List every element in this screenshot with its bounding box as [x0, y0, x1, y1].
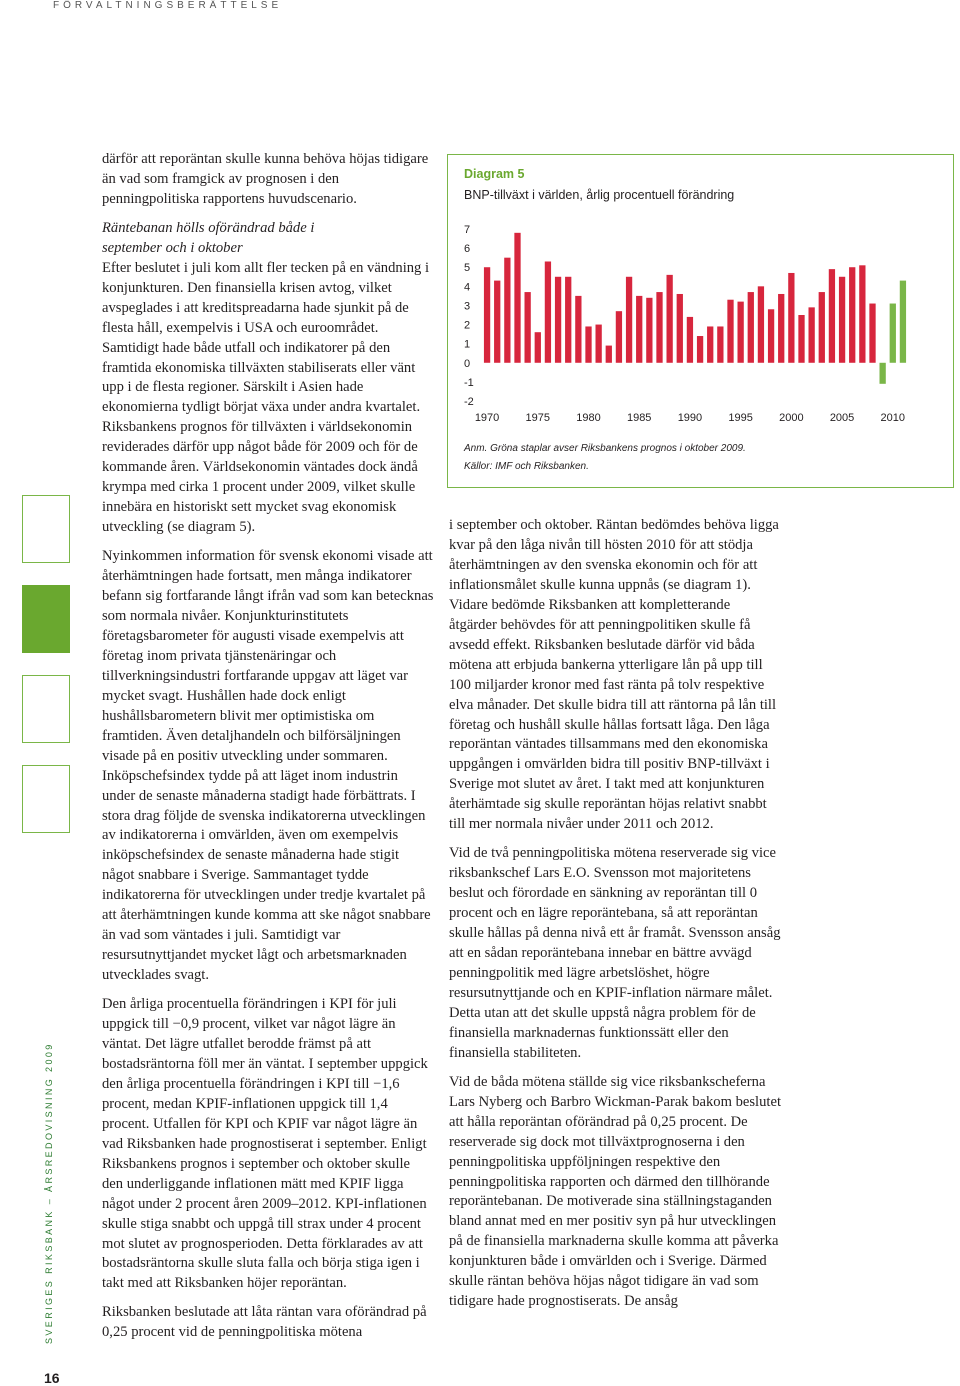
x-tick-label: 1970	[474, 412, 500, 424]
gdp-bar	[778, 294, 784, 363]
y-tick-label: -2	[464, 396, 474, 408]
side-tab-3[interactable]	[22, 675, 70, 743]
y-tick-label: 6	[464, 243, 471, 256]
vertical-report-title-text: SVERIGES RIKSBANK – ÅRSREDOVISNING 2009	[44, 1042, 54, 1344]
x-tick-label: 1980	[576, 412, 601, 424]
paragraph: Riksbanken beslutade att låta räntan vara oförändrad på 0,25 procent vid de penningpolitiska mötena	[102, 1304, 427, 1341]
side-tab-4[interactable]	[22, 765, 70, 833]
y-tick-label: 7	[464, 224, 471, 236]
gdp-bar	[484, 267, 490, 363]
gdp-bar	[535, 332, 541, 363]
paragraph: Efter beslutet i juli kom allt fler tecken på en vändning i konjunkturen. Den finansiella krisen avtog, vilket avspeglades i att kreditspreadarna hade sjunkit på de flesta håll, exempelvis i USA och euroområdet. Samtidigt hade både utfall och indikatorer på den framtida ekonomiska tillväxten stabiliserats eller vänt upp i de flesta regioner. Särskilt i Asien hade ekonomierna tydligt börjat växa under andra kvartalet. Riksbankens prognos för tillväxten i världsekonomin reviderades därför upp något både för 2009 och för de kommande åren. Världsekonomin väntades dock ändå krympa med cirka 1 procent under 2009, vilket skulle innebära en historiskt sett mycket svag ekonomisk utveckling (se diagram 5).	[102, 259, 430, 536]
gdp-bar	[829, 269, 835, 363]
gdp-bar	[656, 292, 662, 363]
gdp-bar	[575, 296, 581, 363]
gdp-bar	[687, 317, 693, 363]
right-column	[449, 516, 781, 1321]
side-tab-1[interactable]	[22, 495, 70, 563]
chart-note: Anm. Gröna staplar avser Riksbankens prognos i oktober 2009.	[464, 443, 746, 454]
x-tick-label: 1995	[728, 412, 753, 424]
gdp-bar	[525, 292, 531, 363]
gdp-bar	[677, 294, 683, 363]
vertical-report-title	[44, 1042, 64, 1344]
forecast-bar	[880, 363, 886, 384]
paragraph: i september och oktober. Räntan bedömdes behöva ligga kvar på den låga nivån till hösten 2010 för att stödja återhämtningen av den svenska ekonomin och för att inflationsmålet skulle kunna uppnås (se diagram 1). Vidare bedömde Riksbanken att kompletterande åtgärder behövdes för att penningpolitiken skulle få avsedd effekt. Riksbanken beslutade därför vid båda mötena att erbjuda bankerna ytterligare lån på upp till 100 miljarder kronor med fast ränta på tolv respektive elva månader. Det skulle bidra till att räntorna på lån till företag och hushåll skulle hållas fortsatt låga. Den låga reporäntan väntades tillsammans med den ekonomiska uppgången i omvärlden bidra till positiv BNP-tillväxt i Sverige mot slutet av året. I takt med att konjunkturen återhämtade sig skulle reporäntan höjas relativt snabbt till mer normala nivåer under 2011 och 2012.	[449, 517, 779, 833]
gdp-bar	[869, 304, 875, 363]
y-tick-label: 3	[464, 300, 471, 313]
forecast-bar	[890, 304, 896, 363]
gdp-bar	[859, 265, 865, 362]
paragraph: därför att reporäntan skulle kunna behöva höjas tidigare än vad som framgick av prognosen i den penningpolitiska rapportens huvudscenario.	[102, 151, 429, 207]
gdp-bar	[697, 336, 703, 363]
gdp-bar	[819, 292, 825, 363]
gdp-bar	[636, 296, 642, 363]
x-tick-label: 2005	[829, 412, 855, 424]
gdp-bar	[768, 309, 774, 363]
left-column	[102, 150, 434, 1352]
gdp-bar	[494, 281, 500, 363]
section-header: FÖRVALTNINGSBERÄTTELSE	[53, 0, 283, 11]
gdp-bar	[555, 277, 561, 363]
y-tick-label: 2	[464, 319, 471, 332]
bar-chart	[448, 155, 953, 487]
subheading: Räntebanan hölls oförändrad både i september och i oktober	[102, 219, 315, 256]
paragraph: Nyinkommen information för svensk ekonomi visade att återhämtningen hade fortsatt, men många indikatorer befann sig fortfarande långt ifrån vad som kan betecknas som normala nivåer. Konjunkturinstitutets företagsbarometer för augusti visade exempelvis att företag inom privata tjänstenäringar och tillverkningsindustri fortfarande uppgav att läget var mycket svagt. Hushållen hade dock enligt hushållsbarometern blivit mer optimistiska om framtiden. Även detaljhandeln och bilförsäljningen visade på en positiv utveckling under sommaren. Inköpschefsindex tydde på att läget inom industrin under de senaste månaderna stadigt hade förbättrats. I stora drag följde de svenska indikatorerna utvecklingen av indikatorerna i omvärlden, även om exempelvis inköpschefsindex de senaste månaderna hade stigit något snabbare i Sverige. Sammantaget tydde indikatorerna för utvecklingen under tredje kvartalet på att återhämtningen kunde komma att ske något snabbare än vad som väntades i juli. Samtidigt var resursutnyttjandet mycket lågt och arbetsmarknaden utvecklades svagt.	[102, 548, 434, 984]
gdp-bar	[626, 277, 632, 363]
x-tick-label: 1990	[677, 412, 703, 424]
gdp-bar	[585, 326, 591, 362]
x-tick-label: 1975	[525, 412, 551, 424]
forecast-bar	[900, 281, 906, 363]
y-tick-label: 5	[464, 262, 471, 275]
gdp-bar	[707, 326, 713, 362]
paragraph: Vid de två penningpolitiska mötena reserverade sig vice riksbankschef Lars E.O. Svensson mot majoritetens beslut och förordade en sänkning av reporäntan till 0 procent och en lägre reporäntebana, så att reporäntan skulle hållas på denna nivå ett år framåt. Svensson ansåg att en sådan reporäntebana innebar en bättre avvägd penningpolitik med lägre arbetslöshet, högre resursutnyttjande och en KPIF-inflation närmare målet. Detta utan att det skulle uppstå några problem för de finansiella marknadernas funktionssätt eller den finansiella stabiliteten.	[449, 845, 781, 1061]
gdp-bar	[646, 298, 652, 363]
y-tick-label: 4	[464, 281, 471, 294]
y-tick-label: -1	[464, 376, 474, 389]
x-tick-label: 1985	[626, 412, 652, 424]
gdp-bar	[606, 346, 612, 363]
gdp-bar	[514, 233, 520, 363]
gdp-bar	[738, 302, 744, 363]
paragraph: Den årliga procentuella förändringen i KPI för juli uppgick till −0,9 procent, vilket var något lägre än väntat. Det lägre utfallet berodde främst på att bostadsräntorna föll mer än väntat. I september uppgick den årliga procentuella förändringen i KPI till −1,6 procent, medan KPIF-inflationen uppgick till 1,4 procent. Utfallen för KPI och KPIF var något lägre än vad Riksbanken hade prognostiserat i september. Enligt Riksbankens prognos i september och oktober skulle den underliggande inflationen mätt med KPIF ligga något under 2 procent åren 2009–2012. KPI-inflationen skulle stiga snabbt och uppgå till strax under 4 procent mot slutet av prognosperioden. Detta förklarades av att bostadsräntorna skulle sluta falla och börja stiga igen i takt med att Riksbanken höjer reporäntan.	[102, 996, 428, 1292]
x-tick-label: 2010	[880, 412, 906, 424]
page-number: 16	[44, 1370, 60, 1386]
chart-panel	[447, 154, 954, 488]
x-tick-label: 2000	[779, 412, 804, 424]
gdp-bar	[616, 311, 622, 363]
gdp-bar	[758, 286, 764, 362]
gdp-bar	[565, 277, 571, 363]
side-tab-active[interactable]	[22, 585, 70, 653]
gdp-bar	[504, 258, 510, 363]
gdp-bar	[849, 267, 855, 363]
y-tick-label: 0	[464, 357, 471, 370]
gdp-bar	[809, 307, 815, 362]
chart-label: Diagram 5	[464, 167, 525, 181]
y-tick-label: 1	[464, 338, 471, 351]
gdp-bar	[667, 275, 673, 363]
gdp-bar	[839, 277, 845, 363]
gdp-bar	[596, 325, 602, 363]
gdp-bar	[727, 300, 733, 363]
gdp-bar	[788, 273, 794, 363]
gdp-bar	[748, 292, 754, 363]
gdp-bar	[545, 261, 551, 362]
gdp-bar	[717, 326, 723, 362]
gdp-bar	[798, 315, 804, 363]
chart-source: Källor: IMF och Riksbanken.	[464, 461, 589, 472]
chart-title: BNP-tillväxt i världen, årlig procentuell förändring	[464, 188, 735, 202]
paragraph: Vid de båda mötena ställde sig vice riksbankscheferna Lars Nyberg och Barbro Wickman-Parak bakom beslutet att hålla reporäntan oförändrad på 0,25 procent. De reserverade sig dock mot tillväxtprognoserna i den penningpolitiska uppföljningen respektive den penningpolitiska rapporten och därmed den tillhörande reporäntebanan. De motiverade sina ställningstaganden bland annat med en mer positiv syn på hur utvecklingen på de finansiella marknaderna skulle komma att påverka konjunkturen både i omvärlden och i Sverige. Därmed skulle räntan behöva höjas något tidigare än vad som tidigare hade prognostiserats. De ansåg	[449, 1073, 782, 1310]
